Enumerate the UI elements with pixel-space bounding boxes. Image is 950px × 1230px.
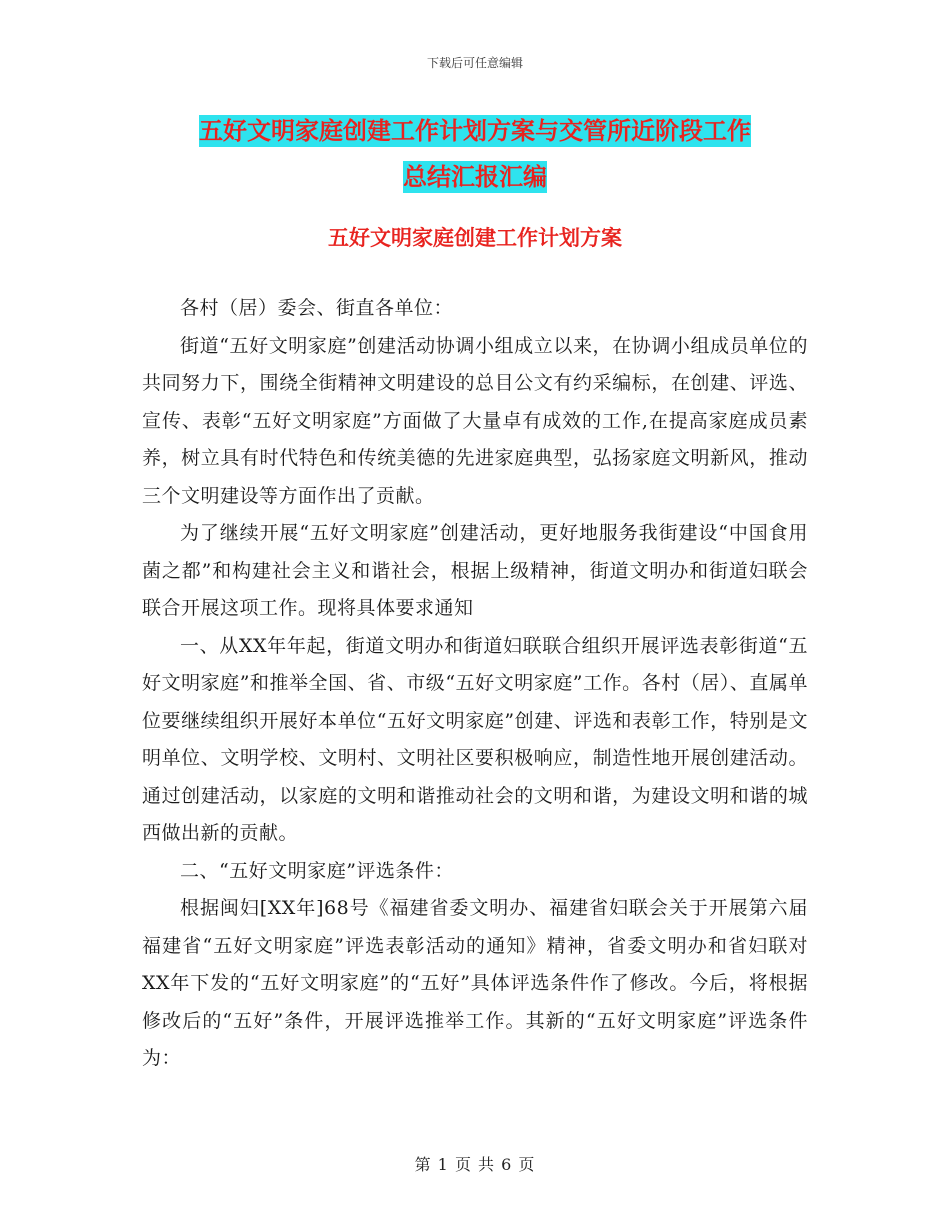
paragraph-1: 街道“五好文明家庭”创建活动协调小组成立以来，在协调小组成员单位的共同努力下，围绕全街精神文明建设的总目公文有约采编标，在创建、评选、宣传、表彰“五好文明家庭”方面做了大量卓有成效的工作,在提高家庭成员素养，树立具有时代特色和传统美德的先进家庭典型，弘扬家庭文明新风，推动三个文明建设等方面作出了贡献。 xyxy=(142,334,808,507)
page-number: 第 1 页 共 6 页 xyxy=(414,1155,536,1174)
document-title-line-2: 总结汇报汇编 xyxy=(403,163,547,191)
paragraph-salutation: 各村（居）委会、街直各单位： xyxy=(180,297,454,319)
page-header: 下载后可任意编辑 xyxy=(426,56,523,70)
paragraph-5: 根据闽妇[XX年]68号《福建省委文明办、福建省妇联会关于开展第六届福建省“五好文明家庭”评选表彰活动的通知》精神，省委文明办和省妇联对XX年下发的“五好文明家庭”的“五好”具体评选条件作了修改。今后，将根据修改后的“五好”条件，开展评选推举工作。其新的“五好文明家庭”评选条件为： xyxy=(142,897,808,1069)
paragraph-3: 一、从XX年年起，街道文明办和街道妇联联合组织开展评选表彰街道“五好文明家庭”和推举全国、省、市级“五好文明家庭”工作。各村（居）、直属单位要继续组织开展好本单位“五好文明家庭”创建、评选和表彰工作，特别是文明单位、文明学校、文明村、文明社区要积极响应，制造性地开展创建活动。通过创建活动，以家庭的文明和谐推动社会的文明和谐，为建设文明和谐的城西做出新的贡献。 xyxy=(142,634,808,844)
document-title-line-1: 五好文明家庭创建工作计划方案与交管所近阶段工作 xyxy=(199,117,751,145)
document-title xyxy=(140,108,810,200)
paragraph-2: 为了继续开展“五好文明家庭”创建活动，更好地服务我街建设“中国食用菌之都”和构建社会主义和谐社会，根据上级精神，街道文明办和街道妇联会联合开展这项工作。现将具体要求通知 xyxy=(142,522,808,619)
document-body xyxy=(142,290,808,1078)
section-title: 五好文明家庭创建工作计划方案 xyxy=(328,226,622,250)
paragraph-4: 二、“五好文明家庭”评选条件： xyxy=(180,859,454,882)
